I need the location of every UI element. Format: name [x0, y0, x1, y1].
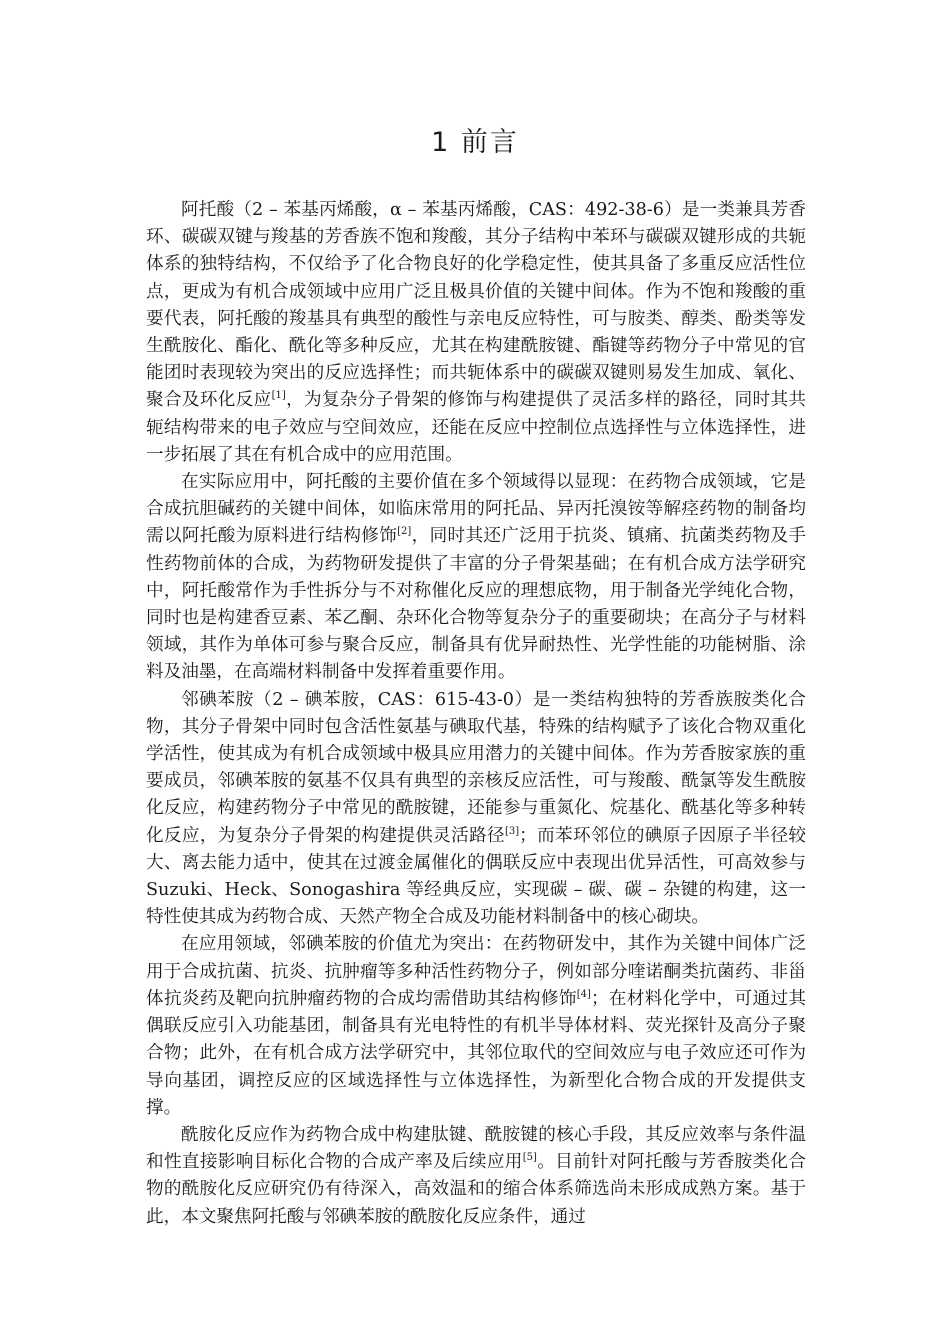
paragraph-text: 邻碘苯胺（2 – 碘苯胺，CAS：615-43-0）是一类结构独特的芳香族胺类化合物，其分子骨架中同时包含活性氨基与碘取代基，特殊的结构赋予了该化合物双重化学活性，使其成为有机合成领域中极具应用潜力的关键中间体。作为芳香胺家族的重要成员，邻碘苯胺的氨基不仅具有典型的亲核反应活性，可与羧酸、酰氯等发生酰胺化反应，构建药物分子中常见的酰胺键，还能参与重氮化、烷基化、酰基化等多种转化反应，为复杂分子骨架的构建提供灵活路径 [146, 689, 806, 846]
paragraph-iodoaniline-applications [146, 931, 806, 1121]
paragraph-text: 在应用领域，邻碘苯胺的价值尤为突出：在药物研发中，其作为关键中间体广泛用于合成抗菌、抗炎、抗肿瘤等多种活性药物分子，例如部分喹诺酮类抗菌药、非甾体抗炎药及靶向抗肿瘤药物的合成均需借助其结构修饰 [146, 934, 806, 1009]
paragraph-text: 。目前针对阿托酸与芳香胺类化合物的酰胺化反应研究仍有待深入，高效温和的缩合体系筛选尚未形成成熟方案。基于此，本文聚焦阿托酸与邻碘苯胺的酰胺化反应条件，通过 [146, 1152, 806, 1227]
citation-ref: [5] [522, 1152, 537, 1164]
citation-ref: [1] [271, 390, 286, 402]
paragraph-text: 酰胺化反应作为药物合成中构建肽键、酰胺键的核心手段，其反应效率与条件温和性直接影响目标化合物的合成产率及后续应用 [146, 1124, 806, 1173]
paragraph-text: 阿托酸（2 – 苯基丙烯酸，α – 苯基丙烯酸，CAS：492-38-6）是一类兼具芳香环、碳碳双键与羧基的芳香族不饱和羧酸，其分子结构中苯环与碳碳双键形成的共轭体系的独特结构，不仅给予了化合物良好的化学稳定性，使其具备了多重反应活性位点，更成为有机合成领域中应用广泛且极具价值的关键中间体。作为不饱和羧酸的重要代表，阿托酸的羧基具有典型的酸性与亲电反应特性，可与胺类、醇类、酚类等发生酰胺化、酯化、酰化等多种反应，尤其在构建酰胺键、酯键等药物分子中常见的官能团时表现较为突出的反应选择性；而共轭体系中的碳碳双键则易发生加成、氧化、聚合及环化反应 [146, 200, 806, 411]
citation-ref: [2] [397, 526, 412, 538]
section-title: 1 前言 [431, 127, 519, 158]
citation-ref: [3] [504, 825, 520, 837]
paragraph-iodoaniline-structure [146, 687, 806, 932]
paragraph-text: 在实际应用中，阿托酸的主要价值在多个领域得以显现：在药物合成领域，它是合成抗胆碱药的关键中间体，如临床常用的阿托品、异丙托溴铵等解痉药物的制备均需以阿托酸为原料进行结构修饰 [146, 472, 806, 547]
paragraph-amidation-reaction [146, 1122, 806, 1231]
paragraph-atropic-acid-structure [146, 197, 806, 469]
paragraph-atropic-acid-applications [146, 469, 806, 687]
citation-ref: [4] [576, 988, 591, 1000]
paragraph-text: ，同时其还广泛用于抗炎、镇痛、抗菌类药物及手性药物前体的合成，为药物研发提供了丰富的分子骨架基础；在有机合成方法学研究中，阿托酸常作为手性拆分与不对称催化反应的理想底物，用于制备光学纯化合物，同时也是构建香豆素、苯乙酮、杂环化合物等复杂分子的重要砌块；在高分子与材料领域，其作为单体可参与聚合反应，制备具有优异耐热性、光学性能的功能树脂、涂料及油墨，在高端材料制备中发挥着重要作用。 [146, 526, 806, 683]
paragraph-text: ；而苯环邻位的碘原子因原子半径较大、离去能力适中，使其在过渡金属催化的偶联反应中表现出优异活性，可高效参与 Suzuki、Heck、Sonogashira 等经典反应，实现碳 – 碳、碳 – 杂键的构建，这一特性使其成为药物合成、天然产物全合成及功能材料制备中的核心砌块。 [146, 825, 806, 928]
paragraph-text: ，为复杂分子骨架的修饰与构建提供了灵活多样的路径，同时其共轭结构带来的电子效应与空间效应，还能在反应中控制位点选择性与立体选择性，进一步拓展了其在有机合成中的应用范围。 [146, 390, 806, 465]
body-text [146, 197, 806, 1231]
paragraph-text: ；在材料化学中，可通过其偶联反应引入功能基团，制备具有光电特性的有机半导体材料、荧光探针及高分子聚合物；此外，在有机合成方法学研究中，其邻位取代的空间效应与电子效应还可作为导向基团，调控反应的区域选择性与立体选择性，为新型化合物合成的开发提供支撑。 [146, 988, 806, 1118]
